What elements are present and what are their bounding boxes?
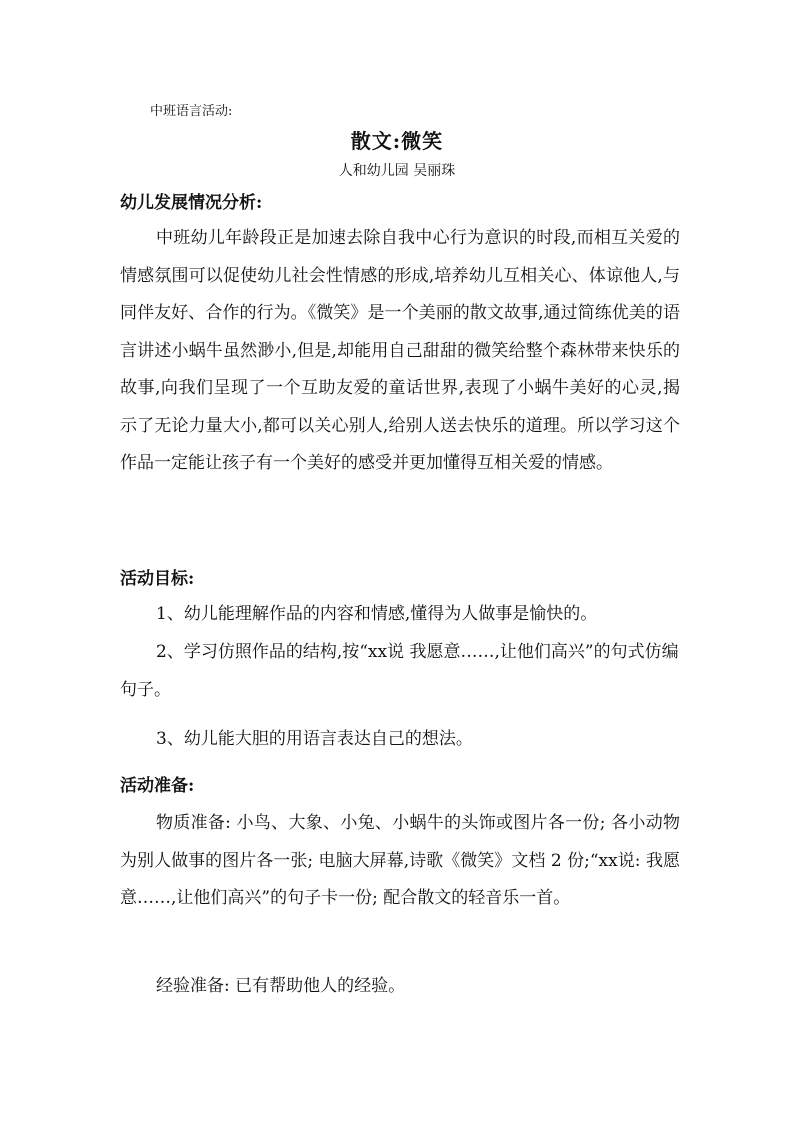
section-heading-goals: 活动目标: [120,569,195,589]
analysis-paragraph: 中班幼儿年龄段正是加速去除自我中心行为意识的时段,而相互关爱的情感氛围可以促使幼儿社会性情感的形成,培养幼儿互相关心、体谅他人,与同伴友好、合作的行为。《微笑》是一个美丽的散文故事,通过简练优美的语言讲述小蜗牛虽然渺小,但是,却能用自己甜甜的微笑给整个森林带来快乐的故事,向我们呈现了一个互助友爱的童话世界,表现了小蜗牛美好的心灵,揭示了无论力量大小,都可以关心别人,给别人送去快乐的道理。所以学习这个作品一定能让孩子有一个美好的感受并更加懂得互相关爱的情感。 [120,228,680,473]
author-line: 人和幼儿园 吴丽珠 [338,163,456,179]
experience-preparation: 经验准备: 已有帮助他人的经验。 [156,976,406,996]
page-title: 散文:微笑 [350,129,444,153]
pre-title: 中班语言活动: [150,104,233,119]
goal-item: 2、学习仿照作品的结构,按“xx说 我愿意……,让他们高兴”的句式仿编句子。 [120,642,679,700]
goal-item: 1、幼儿能理解作品的内容和情感,懂得为人做事是愉快的。 [156,604,598,624]
material-preparation: 物质准备: 小鸟、大象、小兔、小蜗牛的头饰或图片各一份; 各小动物为别人做事的图片各一张; 电脑大屏幕,诗歌《微笑》文档 2 份;“xx说: 我愿意……,让他们高兴”的句子卡一份; 配合散文的轻音乐一首。 [120,813,680,908]
goal-item: 3、幼儿能大胆的用语言表达自己的想法。 [156,729,473,749]
section-heading-preparation: 活动准备: [120,776,195,796]
section-heading-analysis: 幼儿发展情况分析: [120,193,263,213]
